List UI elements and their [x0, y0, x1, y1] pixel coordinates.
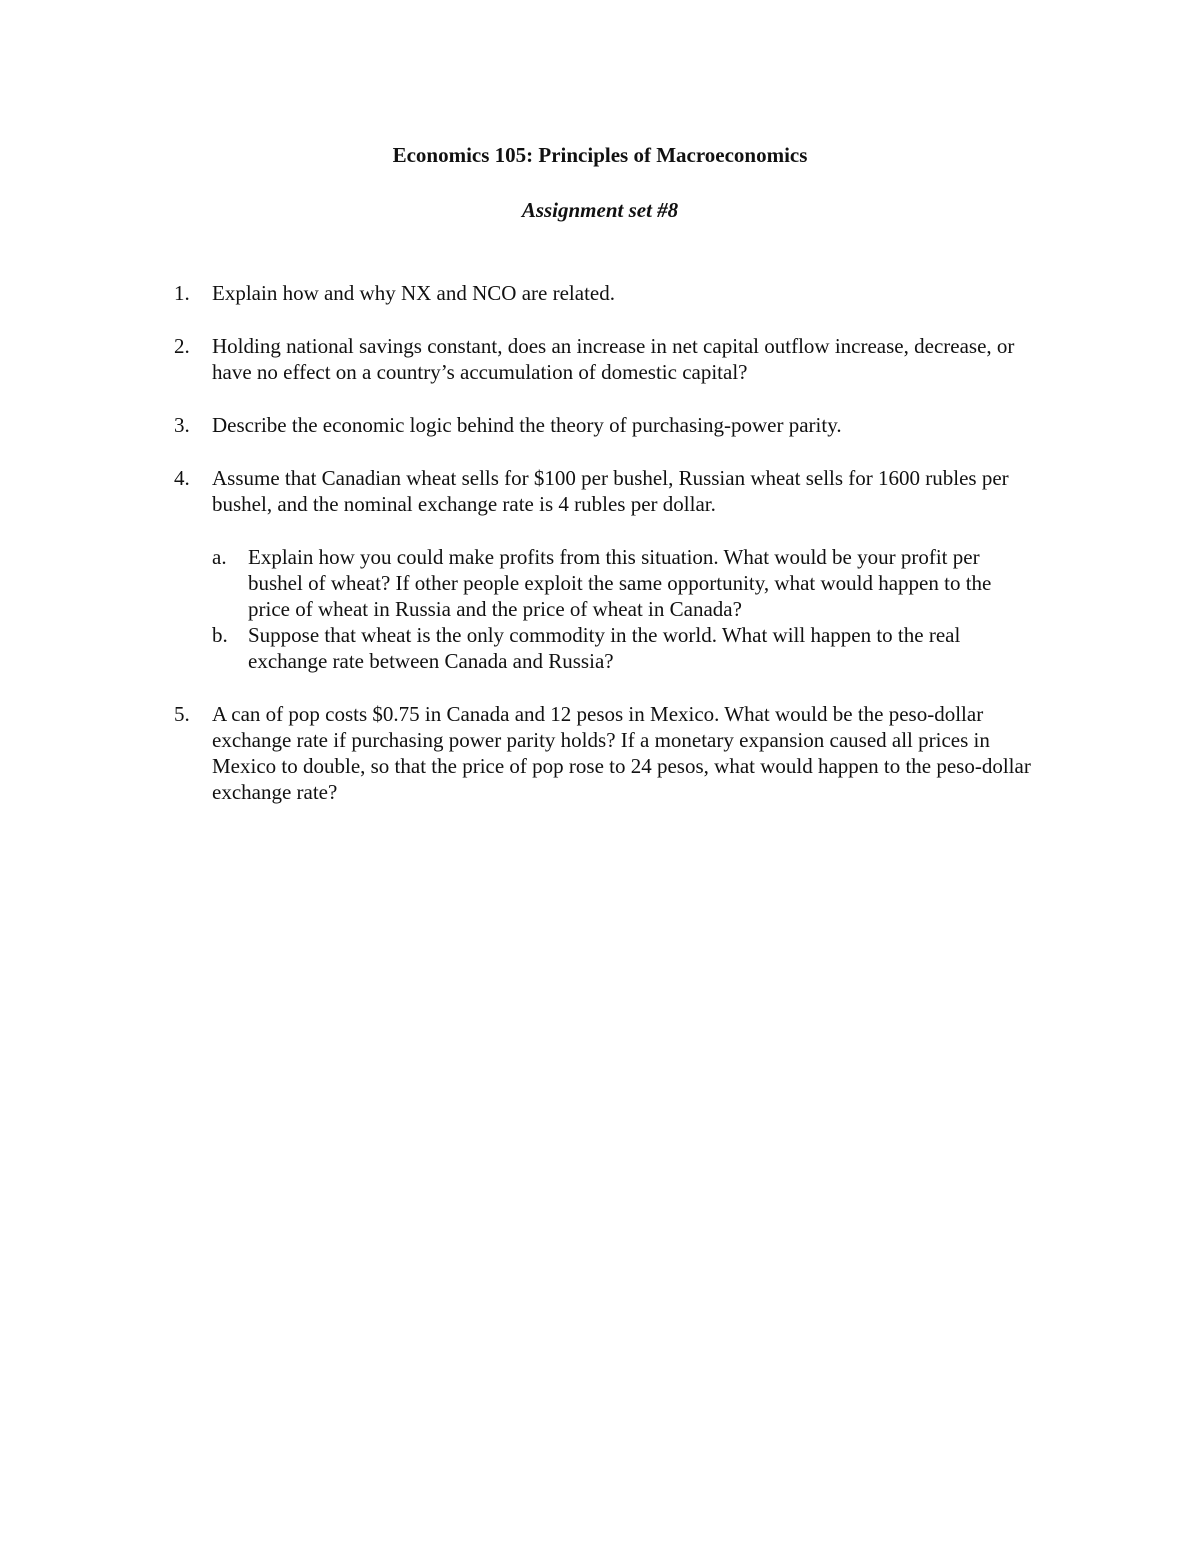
- question-list: [174, 280, 1034, 832]
- question-number: 3.: [174, 413, 190, 437]
- sub-question-list: [212, 544, 1034, 674]
- question-number: 5.: [174, 702, 190, 726]
- sub-question-letter: b.: [212, 623, 228, 647]
- question-3: [174, 412, 1034, 438]
- sub-question-a: [212, 544, 1034, 622]
- sub-question-letter: a.: [212, 545, 227, 569]
- sub-question-b: [212, 622, 1034, 674]
- sub-question-text: Explain how you could make profits from this situation. What would be your profit per bushel of wheat? If other people exploit the same opportunity, what would happen to the price of wheat in Russia and the price of wheat in Canada?: [248, 545, 992, 621]
- question-2: [174, 333, 1034, 385]
- sub-question-text: Suppose that wheat is the only commodity in the world. What will happen to the real exchange rate between Canada and Russia?: [248, 623, 961, 673]
- question-text: Holding national savings constant, does an increase in net capital outflow increase, decrease, or have no effect on a country’s accumulation of domestic capital?: [212, 334, 1015, 384]
- question-text: Explain how and why NX and NCO are related.: [212, 281, 615, 305]
- question-4: [174, 465, 1034, 674]
- question-text: A can of pop costs $0.75 in Canada and 12 pesos in Mexico. What would be the peso-dollar exchange rate if purchasing power parity holds? If a monetary expansion caused all prices in Mexico to double, so that the price of pop rose to 24 pesos, what would happen to the peso-dollar exchange rate?: [212, 702, 1031, 804]
- question-number: 4.: [174, 466, 190, 490]
- question-5: [174, 701, 1034, 805]
- question-1: [174, 280, 1034, 306]
- document-title: Economics 105: Principles of Macroeconomics: [392, 143, 808, 167]
- question-text: Assume that Canadian wheat sells for $100 per bushel, Russian wheat sells for 1600 rubles per bushel, and the nominal exchange rate is 4 rubles per dollar.: [212, 466, 1009, 516]
- question-text: Describe the economic logic behind the theory of purchasing-power parity.: [212, 413, 842, 437]
- document-subtitle: Assignment set #8: [521, 198, 679, 222]
- question-number: 1.: [174, 281, 190, 305]
- question-number: 2.: [174, 334, 190, 358]
